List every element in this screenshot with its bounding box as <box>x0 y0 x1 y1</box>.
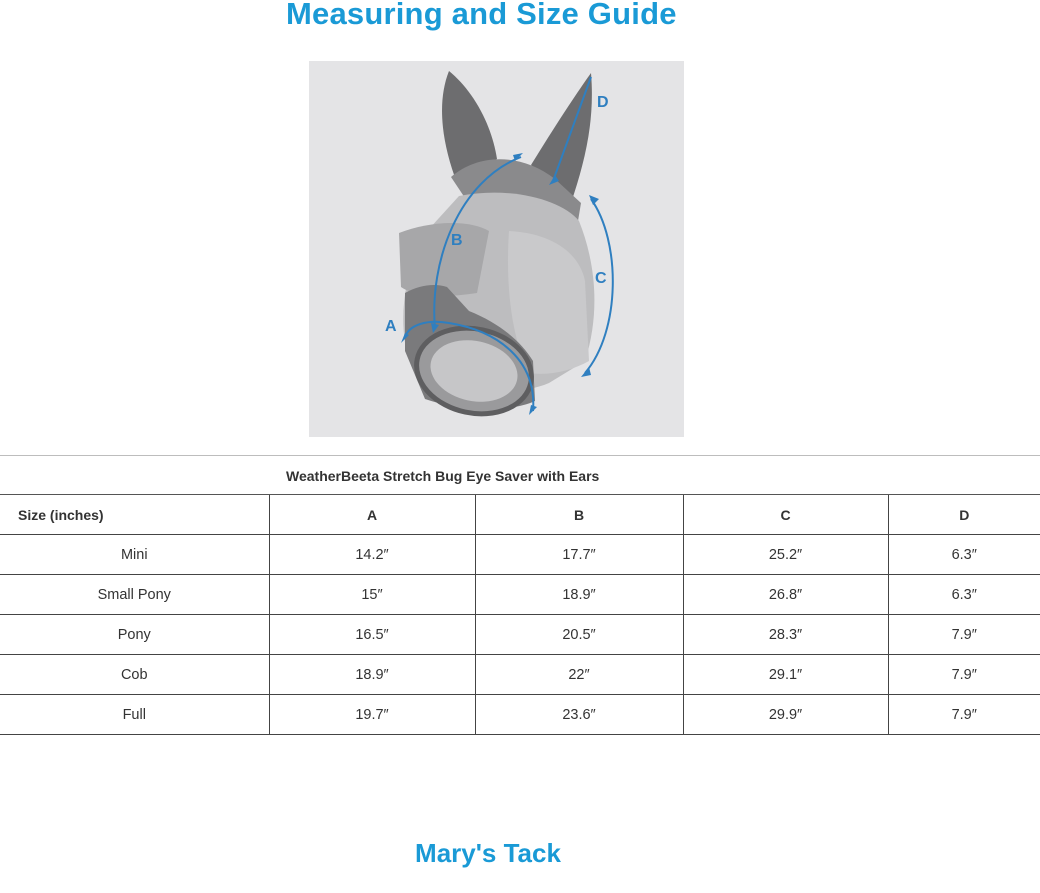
footer-brand: Mary's Tack <box>415 838 561 868</box>
mask-side-panel <box>399 223 489 296</box>
a-cell: 18.9″ <box>269 655 475 695</box>
header-b: B <box>475 495 683 535</box>
header-size: Size (inches) <box>0 495 269 535</box>
a-cell: 19.7″ <box>269 695 475 735</box>
table-caption: WeatherBeeta Stretch Bug Eye Saver with Ears <box>0 455 1040 495</box>
c-cell: 26.8″ <box>683 575 888 615</box>
c-cell: 29.9″ <box>683 695 888 735</box>
header-c: C <box>683 495 888 535</box>
label-b: B <box>451 232 463 249</box>
size-table <box>0 495 1040 735</box>
label-d: D <box>597 94 609 111</box>
size-cell: Cob <box>0 655 269 695</box>
b-cell: 18.9″ <box>475 575 683 615</box>
b-cell: 23.6″ <box>475 695 683 735</box>
c-cell: 25.2″ <box>683 535 888 575</box>
header-d: D <box>888 495 1040 535</box>
table-row <box>0 695 1040 735</box>
size-cell: Small Pony <box>0 575 269 615</box>
table-row <box>0 575 1040 615</box>
fly-mask-illustration <box>309 61 684 437</box>
d-cell: 7.9″ <box>888 655 1040 695</box>
d-cell: 6.3″ <box>888 535 1040 575</box>
size-cell: Mini <box>0 535 269 575</box>
a-cell: 15″ <box>269 575 475 615</box>
table-row <box>0 535 1040 575</box>
fly-mask-diagram <box>309 61 684 437</box>
table-row <box>0 615 1040 655</box>
size-table-section <box>0 455 1040 735</box>
b-cell: 20.5″ <box>475 615 683 655</box>
b-cell: 22″ <box>475 655 683 695</box>
page-title: Measuring and Size Guide <box>286 0 677 31</box>
d-cell: 7.9″ <box>888 615 1040 655</box>
d-cell: 6.3″ <box>888 575 1040 615</box>
label-a: A <box>385 318 397 335</box>
size-cell: Pony <box>0 615 269 655</box>
c-cell: 28.3″ <box>683 615 888 655</box>
b-cell: 17.7″ <box>475 535 683 575</box>
table-header-row <box>0 495 1040 535</box>
label-c: C <box>595 270 607 287</box>
size-cell: Full <box>0 695 269 735</box>
table-row <box>0 655 1040 695</box>
a-cell: 14.2″ <box>269 535 475 575</box>
c-cell: 29.1″ <box>683 655 888 695</box>
d-cell: 7.9″ <box>888 695 1040 735</box>
a-cell: 16.5″ <box>269 615 475 655</box>
header-a: A <box>269 495 475 535</box>
